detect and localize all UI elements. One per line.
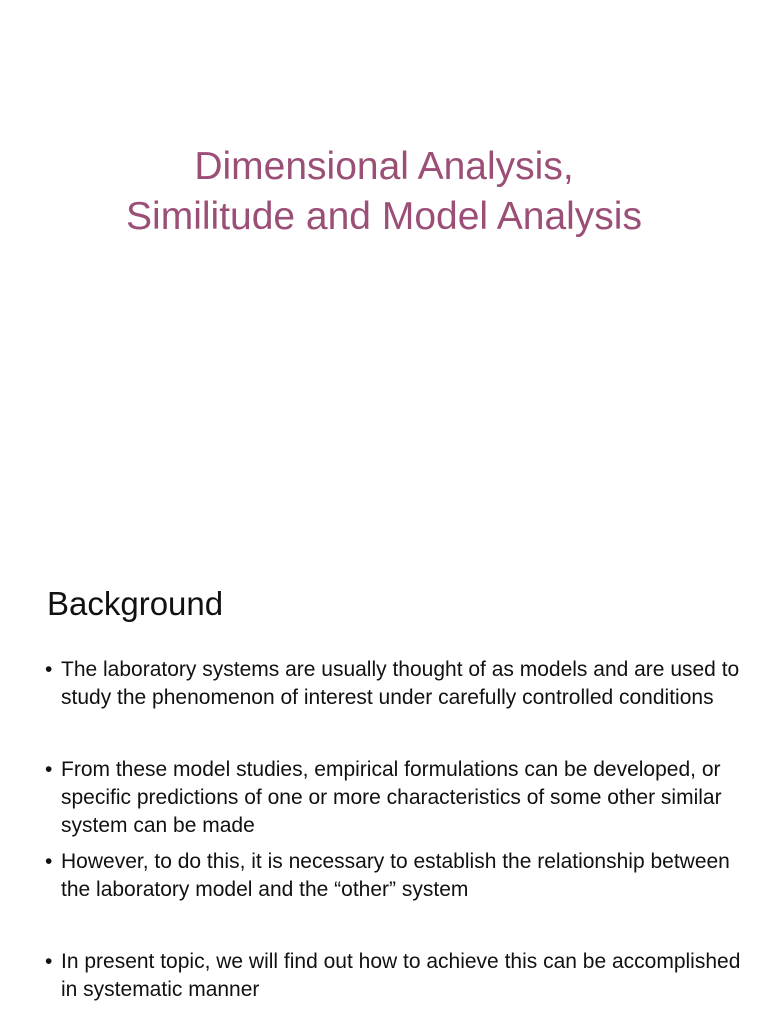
- bullet-marker: •: [45, 758, 53, 781]
- bullet-item: [45, 848, 745, 904]
- bullet-item: [45, 948, 745, 1004]
- slide-title-line-1: Dimensional Analysis,: [194, 145, 574, 188]
- bullet-item: [45, 756, 745, 840]
- slide-title-line-2: Similitude and Model Analysis: [126, 195, 642, 238]
- bullet-list: [45, 656, 745, 1004]
- slide-heading: Background: [47, 585, 224, 622]
- bullet-text: The laboratory systems are usually thought of as models and are used to study the phenomenon of interest under carefully controlled conditions: [61, 658, 740, 709]
- bullet-text: From these model studies, empirical formulations can be developed, or specific predictions of one or more characteristics of some other similar system can be made: [61, 758, 722, 837]
- bullet-text: In present topic, we will find out how to achieve this can be accomplished in systematic manner: [61, 950, 741, 1001]
- bullet-text: However, to do this, it is necessary to establish the relationship between the laboratory model and the “other” system: [61, 850, 730, 901]
- bullet-marker: •: [45, 658, 53, 681]
- bullet-item: [45, 656, 745, 712]
- bullet-marker: •: [45, 950, 53, 973]
- bullet-marker: •: [45, 850, 53, 873]
- background-slide: [0, 520, 768, 1024]
